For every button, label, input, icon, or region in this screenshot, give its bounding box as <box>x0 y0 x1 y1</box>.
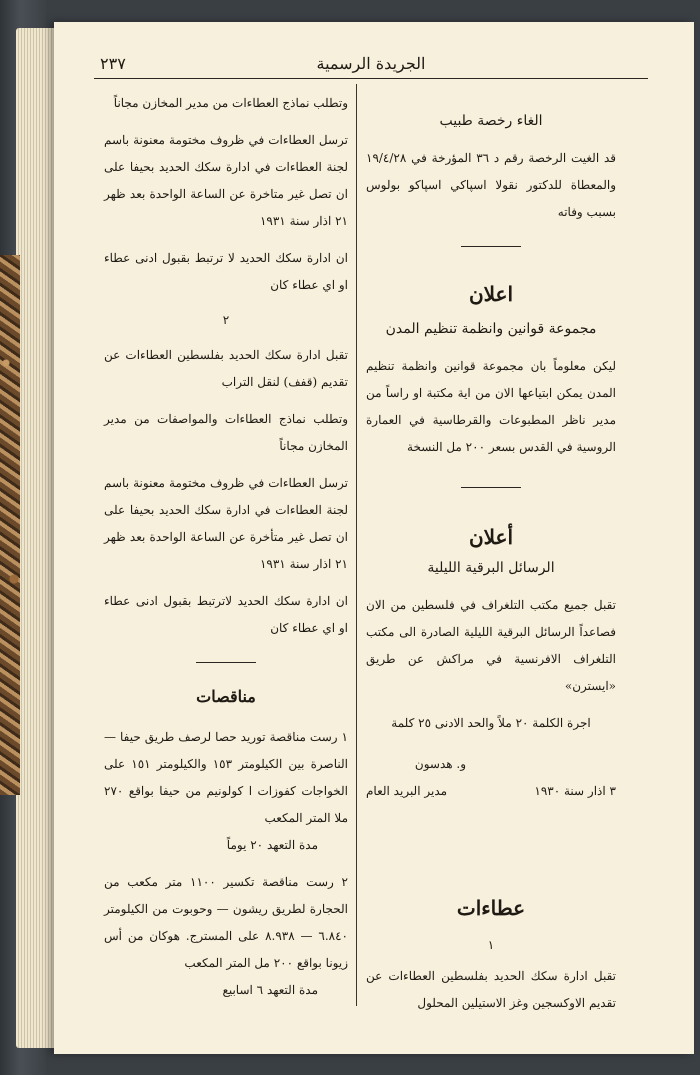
auction-1-period: مدة التعهد ٢٠ يوماً <box>226 838 318 852</box>
announcement1-heading: اعلان <box>468 282 514 306</box>
announcement1-subheading: مجموعة قوانين وانظمة تنظيم المدن <box>385 321 597 337</box>
left-paragraph-7: ان ادارة سكك الحديد لاترتبط بقبول ادنى عطاء او اي عطاء كان <box>104 594 348 635</box>
marbled-binding <box>0 255 20 795</box>
auction-1: ١ رست مناقصة توريد حصا لرصف طريق حيفا — الناصرة بين الكيلومتر ١٥٣ والكيلومتر ١٥١ على الخواجات كفوزات ا كولونيم من حيفا بواقع ٢٧٠ ملا المتر المكعب <box>104 730 348 825</box>
license-body: قد الغيت الرخصة رقم د ٣٦ المؤرخة في ١٩/٤/٢٨ والمعطاة للدكتور نقولا اسپاكي اسپاكو بولوس بسبب وفاته <box>366 151 616 219</box>
gazette-title: الجريدة الرسمية <box>316 54 426 73</box>
tenders-item-number: ١ <box>487 938 495 952</box>
left-item-2-number: ٢ <box>222 313 230 327</box>
left-paragraph-6: ترسل العطاءات في ظروف مختومة معنونة باسم لجنة العطاءات في ادارة سكك الحديد بحيفا على ان تصل غير متأخرة عن الساعة الواحدة بعد ظهر ٢١ اذار سنة ١٩٣١ <box>104 476 348 571</box>
page-number: ٢٣٧ <box>100 54 126 73</box>
left-paragraph-4: تقبل ادارة سكك الحديد بفلسطين العطاءات عن تقديم (قفف) لنقل التراب <box>104 348 348 389</box>
column-divider <box>356 84 357 1006</box>
announcement2-heading: أعلان <box>468 525 514 549</box>
tenders-heading: عطاءات <box>456 896 526 920</box>
left-column <box>104 84 348 1014</box>
auctions-heading: مناقصات <box>196 687 256 706</box>
left-paragraph-5: وتطلب نماذج العطاءات والمواصفات من مدير المخازن مجاناً <box>104 412 348 453</box>
auction-2-period: مدة التعهد ٦ اسابيع <box>222 983 318 997</box>
announcement2-signer: و. هدسون <box>414 757 466 771</box>
announcement1-body: ليكن معلوماً بان مجموعة قوانين وانظمة تنظيم المدن يمكن ابتياعها الان من اية مكتبة او راساً من مدير ناظر المطبوعات والقرطاسية في العمارة الروسية في القدس بسعر ٢٠٠ مل النسخة <box>366 359 616 454</box>
right-column <box>366 84 616 1014</box>
auction-2: ٢ رست مناقصة تكسير ١١٠٠ متر مكعب من الحجارة لطريق ريشون — وحوبوت من الكيلومتر ٦.٨٤٠ — ٨.٩٣٨ على المسترج. هوكان من أس زيونا بواقع ٢٠٠ مل المتر المكعب <box>104 875 348 970</box>
left-paragraph-3: ان ادارة سكك الحديد لا ترتبط بقبول ادنى عطاء او اي عطاء كان <box>104 251 348 292</box>
announcement2-rate: اجرة الكلمة ٢٠ ملاً والحد الادنى ٢٥ كلمة <box>391 716 591 730</box>
announcement2-body: تقبل جميع مكتب التلغراف في فلسطين من الان فصاعداً الرسائل البرقية الليلية الصادرة الى مكتب التلغراف الافرنسية في مراكش عن طريق «ايسترن» <box>366 598 616 693</box>
left-paragraph-2: ترسل العطاءات في ظروف مختومة معنونة باسم لجنة العطاءات في ادارة سكك الحديد بحيفا على ان تصل غير متاخرة عن الساعة الواحدة بعد ظهر ٢١ اذار سنة ١٩٣١ <box>104 133 348 228</box>
announcement2-date: ٣ اذار سنة ١٩٣٠ <box>534 784 616 798</box>
announcement2-signature-row <box>366 778 616 805</box>
page-header <box>94 52 648 79</box>
announcement2-signer-title: مدير البريد العام <box>366 784 448 798</box>
announcement2-subheading: الرسائل البرقية الليلية <box>427 560 555 576</box>
left-paragraph-1: وتطلب نماذج العطاءات من مدير المخازن مجاناً <box>113 96 348 110</box>
license-heading: الغاء رخصة طبيب <box>439 113 543 129</box>
page-edges <box>16 28 56 1048</box>
tenders-body: تقبل ادارة سكك الحديد بفلسطين العطاءات عن تقديم الاوكسجين وغز الاستيلين المحلول <box>366 969 616 1010</box>
gazette-page <box>54 22 694 1054</box>
